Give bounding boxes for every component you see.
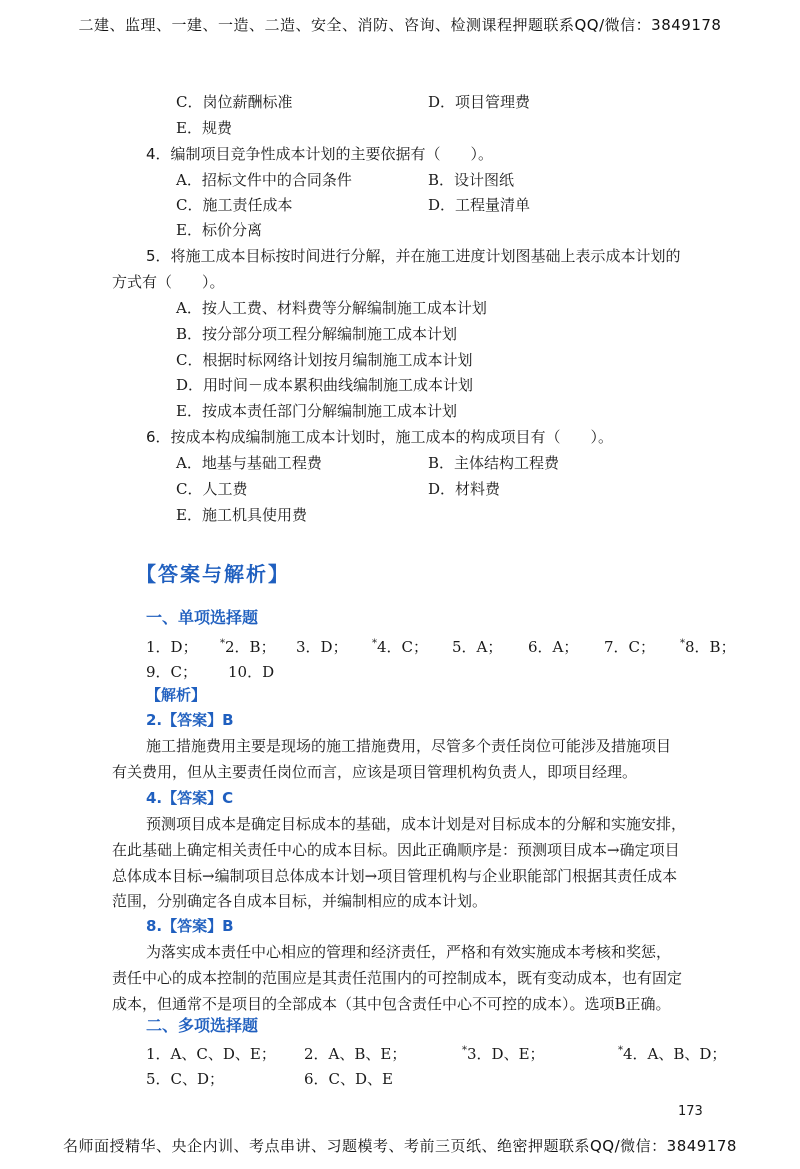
single-answer-item: 1．D； bbox=[146, 638, 198, 656]
answer-2-heading: 2.【答案】B bbox=[146, 711, 234, 729]
page-header: 二建、监理、一建、一造、二造、安全、消防、咨询、检测课程押题联系QQ/微信：3849178 bbox=[78, 16, 722, 34]
q6-option-b: B．主体结构工程费 bbox=[428, 454, 560, 472]
single-answer-item: 3．D； bbox=[296, 638, 348, 656]
q6-option-d: D．材料费 bbox=[428, 480, 501, 498]
q4-option-b: B．设计图纸 bbox=[428, 171, 515, 189]
multi-answer-item: *4．A、B、D； bbox=[618, 1045, 727, 1063]
answer-4-line4: 范围，分别确定各自成本目标，并编制相应的成本计划。 bbox=[112, 892, 488, 910]
q3-option-d: D．项目管理费 bbox=[428, 93, 531, 111]
answer-2-line2: 有关费用，但从主要责任岗位而言，应该是项目管理机构负责人，即项目经理。 bbox=[112, 763, 638, 781]
answer-8-line1: 为落实成本责任中心相应的管理和经济责任，严格和有效实施成本考核和奖惩， bbox=[146, 943, 672, 961]
answer-4-line1: 预测项目成本是确定目标成本的基础，成本计划是对目标成本的分解和实施安排， bbox=[146, 815, 687, 833]
q6-stem: 6．按成本构成编制施工成本计划时，施工成本的构成项目有（ ）。 bbox=[146, 428, 614, 446]
answer-8-line2: 责任中心的成本控制的范围应是其责任范围内的可控制成本，既有变动成本，也有固定 bbox=[112, 969, 683, 987]
q6-option-a: A．地基与基础工程费 bbox=[176, 454, 322, 472]
q5-option-b: B．按分部分项工程分解编制施工成本计划 bbox=[176, 325, 458, 343]
q5-option-e: E．按成本责任部门分解编制施工成本计划 bbox=[176, 402, 457, 420]
single-answer-item: *8．B； bbox=[680, 638, 736, 656]
answer-8-line3: 成本，但通常不是项目的全部成本（其中包含责任中心不可控的成本）。选项B正确。 bbox=[112, 995, 671, 1013]
q5-stem-line2: 方式有（ ）。 bbox=[112, 273, 225, 291]
q6-option-c: C．人工费 bbox=[176, 480, 248, 498]
q4-stem: 4．编制项目竞争性成本计划的主要依据有（ ）。 bbox=[146, 145, 494, 163]
page-footer: 名师面授精华、央企内训、考点串讲、习题模考、考前三页纸、绝密押题联系QQ/微信：3849178 bbox=[63, 1137, 737, 1155]
single-answer-item: 5．A； bbox=[452, 638, 503, 656]
single-answer-item: 9．C； bbox=[146, 663, 198, 681]
q5-option-d: D．用时间－成本累积曲线编制施工成本计划 bbox=[176, 376, 474, 394]
q5-stem-line1: 5．将施工成本目标按时间进行分解，并在施工进度计划图基础上表示成本计划的 bbox=[146, 247, 681, 265]
single-choice-heading: 一、单项选择题 bbox=[146, 608, 259, 627]
q4-option-e: E．标价分离 bbox=[176, 221, 262, 239]
multi-answer-item: 6．C、D、E bbox=[304, 1070, 393, 1088]
answer-4-heading: 4.【答案】C bbox=[146, 789, 234, 807]
answer-4-line3: 总体成本目标→编制项目总体成本计划→项目管理机构与企业职能部门根据其责任成本 bbox=[112, 867, 678, 885]
q6-option-e: E．施工机具使用费 bbox=[176, 506, 307, 524]
answers-title: 【答案与解析】 bbox=[136, 562, 290, 586]
single-answer-item: 10．D bbox=[228, 663, 275, 681]
multi-answer-item: 5．C、D； bbox=[146, 1070, 225, 1088]
single-answer-item: 6．A； bbox=[528, 638, 579, 656]
q4-option-a: A．招标文件中的合同条件 bbox=[176, 171, 352, 189]
answer-2-line1: 施工措施费用主要是现场的施工措施费用，尽管多个责任岗位可能涉及措施项目 bbox=[146, 737, 672, 755]
multi-choice-heading: 二、多项选择题 bbox=[146, 1016, 259, 1035]
single-answer-item: *4．C； bbox=[372, 638, 429, 656]
q5-option-a: A．按人工费、材料费等分解编制施工成本计划 bbox=[176, 299, 487, 317]
multi-answer-item: 2．A、B、E； bbox=[304, 1045, 407, 1063]
multi-answer-item: *3．D、E； bbox=[462, 1045, 545, 1063]
answer-4-line2: 在此基础上确定相关责任中心的成本目标。因此正确顺序是：预测项目成本→确定项目 bbox=[112, 841, 680, 859]
q3-option-e: E．规费 bbox=[176, 119, 232, 137]
single-answer-item: *2．B； bbox=[220, 638, 276, 656]
single-answer-item: 7．C； bbox=[604, 638, 656, 656]
page-number: 173 bbox=[678, 1104, 703, 1119]
q3-option-c: C．岗位薪酬标准 bbox=[176, 93, 293, 111]
answer-8-heading: 8.【答案】B bbox=[146, 917, 234, 935]
q4-option-c: C．施工责任成本 bbox=[176, 196, 293, 214]
multi-answer-item: 1．A、C、D、E； bbox=[146, 1045, 276, 1063]
analysis-tag: 【解析】 bbox=[146, 686, 207, 704]
q4-option-d: D．工程量清单 bbox=[428, 196, 531, 214]
q5-option-c: C．根据时标网络计划按月编制施工成本计划 bbox=[176, 351, 473, 369]
